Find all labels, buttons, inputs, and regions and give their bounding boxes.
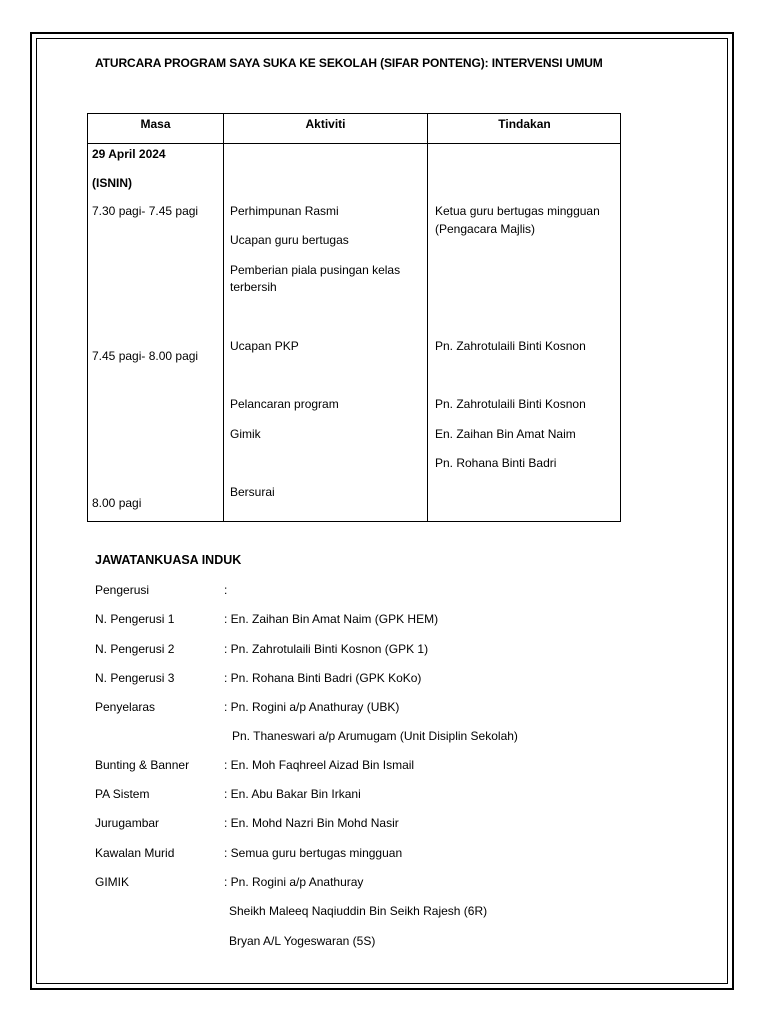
committee-role: N. Pengerusi 2: [95, 642, 175, 656]
committee-member: Sheikh Maleeq Naqiuddin Bin Seikh Rajesh (6R): [229, 904, 488, 918]
activity-item: Ucapan PKP: [230, 339, 299, 353]
committee-role: N. Pengerusi 1: [95, 612, 175, 626]
committee-role: Pengerusi: [95, 583, 150, 597]
committee-role: Bunting & Banner: [95, 758, 190, 772]
committee-member: : En. Moh Faqhreel Aizad Bin Ismail: [224, 758, 415, 772]
activity-item: Pemberian piala pusingan kelas: [230, 263, 401, 277]
committee-role: N. Pengerusi 3: [95, 671, 175, 685]
table-header-divider: [88, 143, 620, 144]
column-divider: [223, 114, 224, 521]
document-title: ATURCARA PROGRAM SAYA SUKA KE SEKOLAH (SIFAR PONTENG): INTERVENSI UMUM: [95, 56, 603, 70]
action-item: En. Zaihan Bin Amat Naim: [435, 427, 576, 441]
activity-item: Ucapan guru bertugas: [230, 233, 349, 247]
committee-member: : En. Mohd Nazri Bin Mohd Nasir: [224, 816, 399, 830]
committee-title: JAWATANKUASA INDUK: [95, 553, 242, 567]
activity-item: Perhimpunan Rasmi: [230, 204, 339, 218]
header-aktiviti: Aktiviti: [305, 117, 346, 131]
column-divider: [427, 114, 428, 521]
activity-item: Bersurai: [230, 485, 275, 499]
committee-role: PA Sistem: [95, 787, 150, 801]
committee-member: : Pn. Rohana Binti Badri (GPK KoKo): [224, 671, 422, 685]
action-item: Pn. Rohana Binti Badri: [435, 456, 557, 470]
committee-role: Jurugambar: [95, 816, 160, 830]
committee-member: : Pn. Rogini a/p Anathuray (UBK): [224, 700, 400, 714]
activity-item: Pelancaran program: [230, 397, 339, 411]
committee-role: GIMIK: [95, 875, 130, 889]
header-masa: Masa: [140, 117, 171, 131]
time-slot: 8.00 pagi: [92, 496, 142, 510]
committee-role: Penyelaras: [95, 700, 156, 714]
committee-role: Kawalan Murid: [95, 846, 175, 860]
time-slot: 7.45 pagi- 8.00 pagi: [92, 349, 199, 363]
action-item: (Pengacara Majlis): [435, 222, 536, 236]
schedule-table: [87, 113, 621, 522]
committee-member: :: [224, 583, 228, 597]
action-item: Pn. Zahrotulaili Binti Kosnon: [435, 397, 586, 411]
committee-member: Pn. Thaneswari a/p Arumugam (Unit Disiplin Sekolah): [232, 729, 518, 743]
schedule-date: 29 April 2024: [92, 147, 166, 161]
action-item: Pn. Zahrotulaili Binti Kosnon: [435, 339, 586, 353]
committee-member: : Pn. Rogini a/p Anathuray: [224, 875, 364, 889]
time-slot: 7.30 pagi- 7.45 pagi: [92, 204, 199, 218]
activity-item: terbersih: [230, 280, 277, 294]
schedule-day: (ISNIN): [92, 176, 132, 190]
committee-member: : En. Zaihan Bin Amat Naim (GPK HEM): [224, 612, 439, 626]
committee-member: : Pn. Zahrotulaili Binti Kosnon (GPK 1): [224, 642, 429, 656]
committee-member: : Semua guru bertugas mingguan: [224, 846, 403, 860]
action-item: Ketua guru bertugas mingguan: [435, 204, 600, 218]
committee-member: Bryan A/L Yogeswaran (5S): [229, 934, 376, 948]
committee-member: : En. Abu Bakar Bin Irkani: [224, 787, 361, 801]
header-tindakan: Tindakan: [498, 117, 551, 131]
activity-item: Gimik: [230, 427, 261, 441]
